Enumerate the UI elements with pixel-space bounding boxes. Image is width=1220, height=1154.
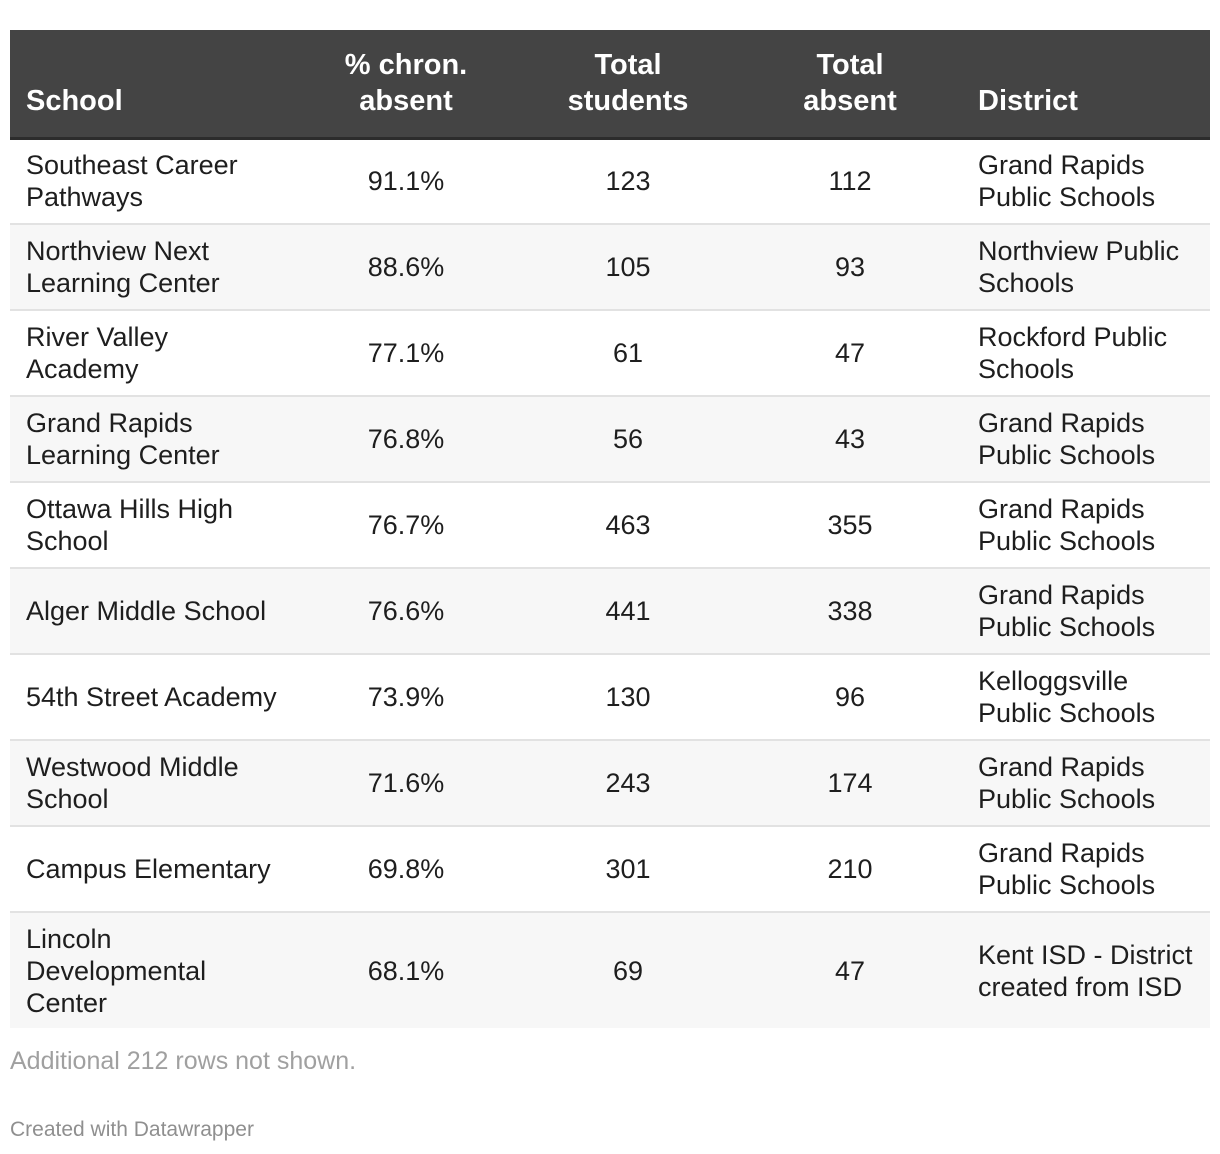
table-row [10, 568, 1210, 654]
cell-school: Grand Rapids Learning Center [10, 396, 294, 482]
cell-total-students: 123 [518, 138, 738, 224]
cell-pct-chron-absent: 68.1% [294, 912, 518, 1028]
header-pct-line1: % chron. [344, 48, 468, 81]
cell-pct-chron-absent: 77.1% [294, 310, 518, 396]
cell-school: River Valley Academy [10, 310, 294, 396]
cell-school: Alger Middle School [10, 568, 294, 654]
cell-school: Westwood Middle School [10, 740, 294, 826]
cell-district: Kelloggsville Public Schools [962, 654, 1210, 740]
cell-pct-chron-absent: 88.6% [294, 224, 518, 310]
cell-total-absent: 210 [738, 826, 962, 912]
cell-district: Northview Public Schools [962, 224, 1210, 310]
cell-school: Lincoln Developmental Center [10, 912, 294, 1028]
header-total-absent[interactable] [738, 30, 962, 138]
data-table-container [10, 30, 1210, 1028]
cell-total-absent: 174 [738, 740, 962, 826]
rows-not-shown-note: Additional 212 rows not shown. [10, 1047, 357, 1075]
cell-district: Grand Rapids Public Schools [962, 568, 1210, 654]
header-school-label: School [26, 84, 123, 117]
cell-total-students: 61 [518, 310, 738, 396]
cell-pct-chron-absent: 71.6% [294, 740, 518, 826]
table-row [10, 396, 1210, 482]
cell-total-students: 463 [518, 482, 738, 568]
cell-total-absent: 47 [738, 310, 962, 396]
cell-school: Northview Next Learning Center [10, 224, 294, 310]
cell-total-students: 301 [518, 826, 738, 912]
cell-total-students: 243 [518, 740, 738, 826]
cell-total-absent: 43 [738, 396, 962, 482]
cell-district: Kent ISD - District created from ISD [962, 912, 1210, 1028]
cell-pct-chron-absent: 69.8% [294, 826, 518, 912]
cell-total-absent: 355 [738, 482, 962, 568]
cell-total-students: 69 [518, 912, 738, 1028]
cell-total-students: 441 [518, 568, 738, 654]
cell-district: Rockford Public Schools [962, 310, 1210, 396]
chronic-absence-table [10, 30, 1210, 1028]
table-row [10, 654, 1210, 740]
cell-pct-chron-absent: 73.9% [294, 654, 518, 740]
cell-total-absent: 338 [738, 568, 962, 654]
table-row [10, 310, 1210, 396]
header-pct-line2: absent [359, 84, 453, 117]
table-header-row [10, 30, 1210, 138]
cell-total-absent: 112 [738, 138, 962, 224]
header-district-label: District [978, 84, 1078, 117]
header-students-line2: students [567, 84, 689, 117]
table-row [10, 826, 1210, 912]
table-row [10, 224, 1210, 310]
table-row [10, 482, 1210, 568]
cell-district: Grand Rapids Public Schools [962, 826, 1210, 912]
cell-district: Grand Rapids Public Schools [962, 482, 1210, 568]
datawrapper-credit: Created with Datawrapper [10, 1118, 254, 1141]
cell-district: Grand Rapids Public Schools [962, 740, 1210, 826]
table-row [10, 912, 1210, 1028]
cell-total-students: 130 [518, 654, 738, 740]
cell-school: Southeast Career Pathways [10, 138, 294, 224]
header-district[interactable] [962, 30, 1210, 138]
cell-school: Campus Elementary [10, 826, 294, 912]
cell-pct-chron-absent: 76.7% [294, 482, 518, 568]
cell-total-students: 56 [518, 396, 738, 482]
header-school[interactable] [10, 30, 294, 138]
table-body [10, 138, 1210, 1028]
cell-school: 54th Street Academy [10, 654, 294, 740]
header-total-students[interactable] [518, 30, 738, 138]
cell-pct-chron-absent: 76.6% [294, 568, 518, 654]
cell-total-absent: 96 [738, 654, 962, 740]
cell-pct-chron-absent: 91.1% [294, 138, 518, 224]
cell-school: Ottawa Hills High School [10, 482, 294, 568]
cell-pct-chron-absent: 76.8% [294, 396, 518, 482]
header-pct-chron-absent[interactable] [294, 30, 518, 138]
table-row [10, 138, 1210, 224]
cell-total-absent: 47 [738, 912, 962, 1028]
cell-total-students: 105 [518, 224, 738, 310]
cell-district: Grand Rapids Public Schools [962, 396, 1210, 482]
cell-district: Grand Rapids Public Schools [962, 138, 1210, 224]
table-row [10, 740, 1210, 826]
header-absent-line2: absent [803, 84, 897, 117]
header-students-line1: Total [594, 48, 662, 81]
cell-total-absent: 93 [738, 224, 962, 310]
header-absent-line1: Total [816, 48, 884, 81]
